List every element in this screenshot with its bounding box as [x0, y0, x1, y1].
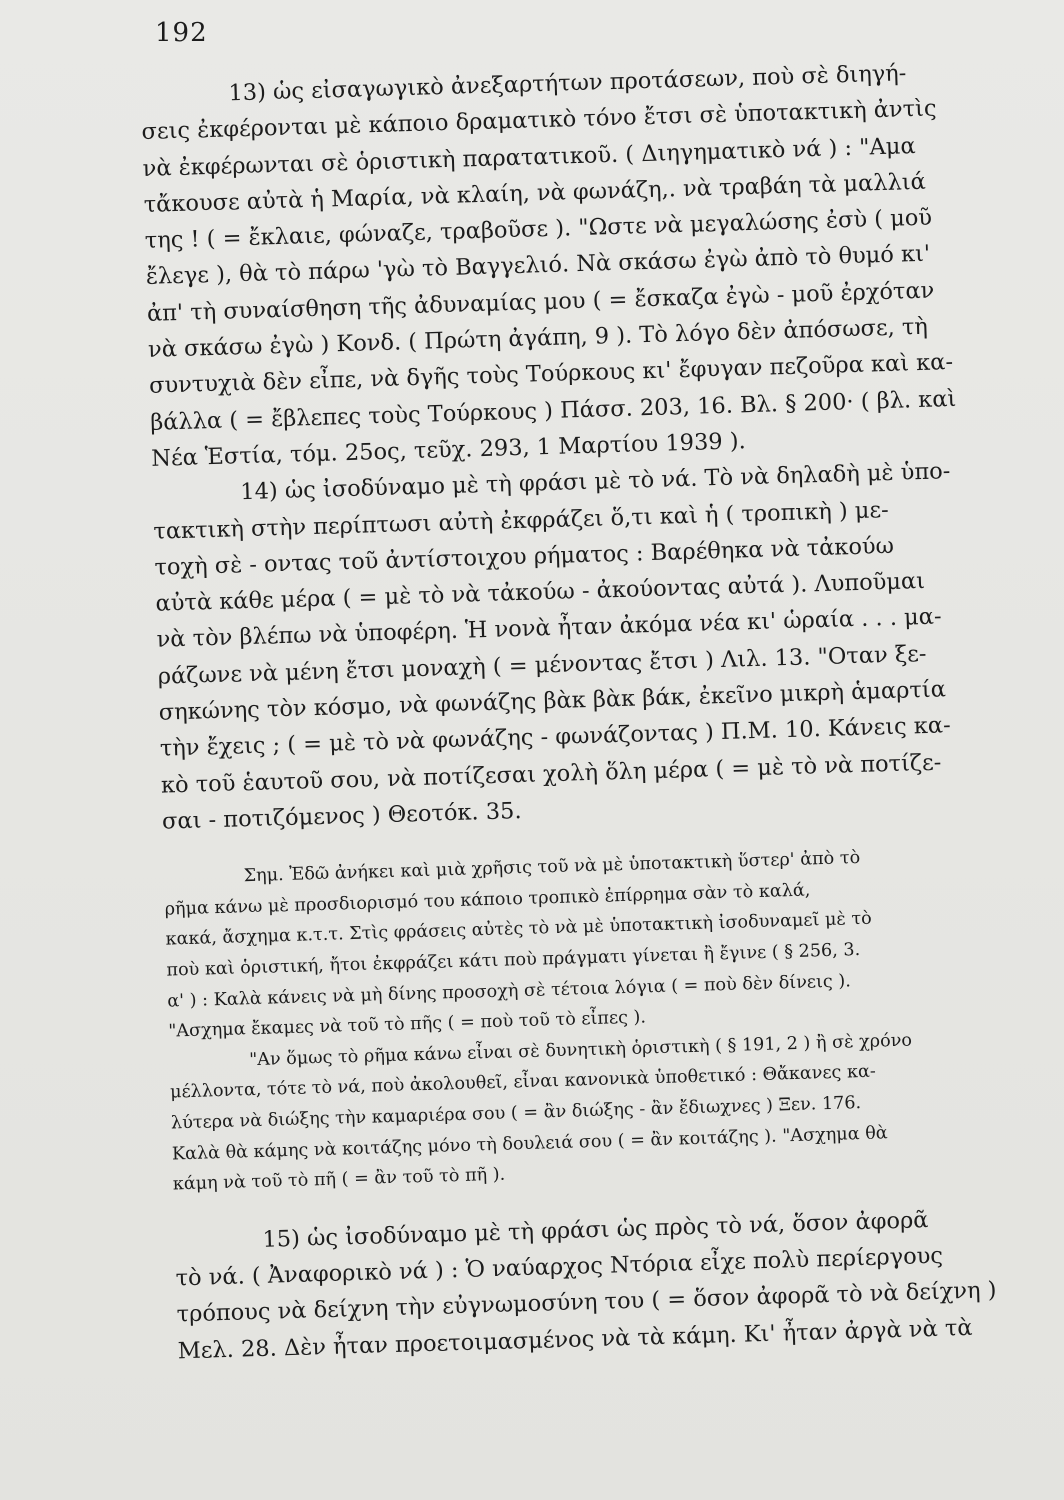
page-number: 192 [155, 18, 208, 48]
text-line: τἄκουσε αὐτὰ ἡ Μαρία, νὰ κλαίη, νὰ φωνάζη,. νὰ τραβάη τὰ μαλλιά [143, 168, 927, 218]
paragraph-15 [174, 1198, 1064, 1370]
text-line: κὸ τοῦ ἑαυτοῦ σου, νὰ ποτίζεσαι χολὴ ὅλη μέρα ( = μὲ τὸ νὰ ποτίζε- [160, 749, 942, 799]
note-line: Σημ. Ἐδῶ ἀνήκει καὶ μιὰ χρῆσις τοῦ νὰ μὲ ὑποτακτικὴ ὕστερ' ἀπὸ τὸ [243, 848, 861, 887]
note-line: "Αν ὅμως τὸ ρῆμα κάνω εἶναι σὲ δυνητικὴ ὁριστικὴ ( § 191, 2 ) ἢ σὲ χρόνο [248, 1030, 913, 1070]
paragraph-13 [140, 51, 1049, 477]
text-line: ράζωνε νὰ μένη ἔτσι μοναχὴ ( = μένοντας ἔτσι ) Λιλ. 13. "Οταν ξε- [157, 640, 927, 690]
text-line: Μελ. 28. Δὲν ἦταν προετοιμασμένος νὰ τὰ κάμη. Κι' ἦταν ἀργὰ νὰ τὰ [177, 1314, 973, 1365]
body-text [140, 51, 1064, 1369]
note-line: ποὺ καὶ ὁριστική, ἤτοι ἐκφράζει κάτι ποὺ πράγματι γίνεται ἢ ἔγινε ( § 256, 3. [166, 940, 861, 981]
text-line: της ! ( = ἔκλαιε, φώναζε, τραβοῦσε ). "Ωστε νὰ μεγαλώσης ἐσὺ ( μοῦ [144, 204, 933, 255]
note-line: α' ) : Καλὰ κάνεις νὰ μὴ δίνης προσοχὴ σὲ τέτοια λόγια ( = ποὺ δὲν δίνεις ). [167, 970, 852, 1012]
note-line: "Ασχημα ἔκαμες νὰ τοῦ τὸ πῆς ( = ποὺ τοῦ τὸ εἶπες ). [168, 1007, 647, 1042]
paragraph-14 [152, 450, 1060, 839]
note-line: μέλλοντα, τότε τὸ νά, ποὺ ἀκολουθεῖ, εἶναι κανονικὰ ὑποθετικό : Θἄκανες κα- [169, 1062, 877, 1103]
note-line: Καλὰ θὰ κάμης νὰ κοιτάζης μόνο τὴ δουλειά σου ( = ἂν κοιτάζης ). "Ασχημα θὰ [171, 1122, 888, 1165]
text-line: 15) ὡς ἰσοδύναμο μὲ τὴ φράσι ὡς πρὸς τὸ νά, ὅσον ἀφορᾶ [262, 1206, 929, 1253]
note-line: κάμη νὰ τοῦ τὸ πῆ ( = ἂν τοῦ τὸ πῆ ). [172, 1164, 506, 1195]
text-line: νὰ ἐκφέρωνται σὲ ὁριστικὴ παρατατικοῦ. ( Διηγηματικὸ νά ) : "Αμα [142, 132, 916, 182]
note-block [163, 837, 1064, 1200]
text-line: νὰ σκάσω ἐγὼ ) Κονδ. ( Πρώτη ἀγάπη, 9 ). Τὸ λόγο δὲν ἀπόσωσε, τὴ [147, 313, 929, 363]
text-line: βάλλα ( = ἔβλεπες τοὺς Τούρκους ) Πάσσ. 203, 16. Βλ. § 200· ( βλ. καὶ [149, 385, 957, 436]
text-line: σαι - ποτιζόμενος ) Θεοτόκ. 35. [161, 797, 522, 835]
text-line: 14) ὡς ἰσοδύναμο μὲ τὴ φράσι μὲ τὸ νά. Τὸ νὰ δηλαδὴ μὲ ὑπο- [239, 458, 951, 506]
text-line: Νέα Ἑστία, τόμ. 25ος, τεῦχ. 293, 1 Μαρτίου 1939 ). [150, 428, 747, 472]
text-line: 13) ὡς εἰσαγωγικὸ ἀνεξαρτήτων προτάσεων, ποὺ σὲ διηγή- [228, 60, 907, 107]
text-line: συντυχιὰ δὲν εἶπε, νὰ δγῆς τοὺς Τούρκους κι' ἔφυγαν πεζοῦρα καὶ κα- [148, 349, 954, 400]
text-line: σεις ἐκφέρονται μὲ κάποιο δραματικὸ τόνο ἔτσι σὲ ὑποτακτικὴ ἀντὶς [141, 95, 937, 146]
note-line: κακά, ἄσχημα κ.τ.τ. Στὶς φράσεις αὐτὲς τὸ νὰ μὲ ὑποτακτικὴ ἰσοδυναμεῖ μὲ τὸ [165, 909, 873, 951]
note-line: λύτερα νὰ διώξης τὴν καμαριέρα σου ( = ἂν διώξης - ἂν ἔδιωχνες ) Ξεν. 176. [170, 1093, 862, 1134]
text-line: τοχὴ σὲ - οντας τοῦ ἀντίστοιχου ρήματος : Βαρέθηκα νὰ τἀκούω [154, 532, 895, 581]
text-line: ἔλεγε ), θὰ τὸ πάρω 'γὼ τὸ Βαγγελιό. Νὰ σκάσω ἐγὼ ἀπὸ τὸ θυμό κι' [145, 241, 931, 291]
text-line: αὐτὰ κάθε μέρα ( = μὲ τὸ νὰ τἀκούω - ἀκούοντας αὐτά ). Λυποῦμαι [155, 568, 926, 617]
text-line: νὰ τὸν βλέπω νὰ ὑποφέρη. Ἡ νονὰ ἦταν ἀκόμα νέα κι' ὡραία . . . μα- [156, 603, 942, 654]
text-line: τρόπους νὰ δείχνη τὴν εὐγνωμοσύνη του ( = ὅσον ἀφορᾶ τὸ νὰ δείχνη ) [176, 1277, 997, 1328]
text-line: τὸ νά. ( Ἀναφορικὸ νά ) : Ὁ ναύαρχος Ντόρια εἶχε πολὺ περίεργους [175, 1242, 944, 1292]
text-line: τὴν ἔχεις ; ( = μὲ τὸ νὰ φωνάζης - φωνάζοντας ) Π.Μ. 10. Κάνεις κα- [159, 712, 952, 763]
text-line: τακτικὴ στὴν περίπτωσι αὐτὴ ἐκφράζει ὅ,τι καὶ ἡ ( τροπικὴ ) με- [153, 496, 890, 545]
text-line: σηκώνης τὸν κόσμο, νὰ φωνάζης βὰκ βὰκ βάκ, ἐκεῖνο μικρὴ ἁμαρτία [158, 676, 947, 726]
text-line: ἀπ' τὴ συναίσθηση τῆς ἀδυναμίας μου ( = ἔσκαζα ἐγὼ - μοῦ ἐρχόταν [146, 277, 935, 327]
note-line: ρῆμα κάνω μὲ προσδιορισμό του κάποιο τροπικὸ ἐπίρρημα σὰν τὸ καλά, [164, 880, 811, 920]
